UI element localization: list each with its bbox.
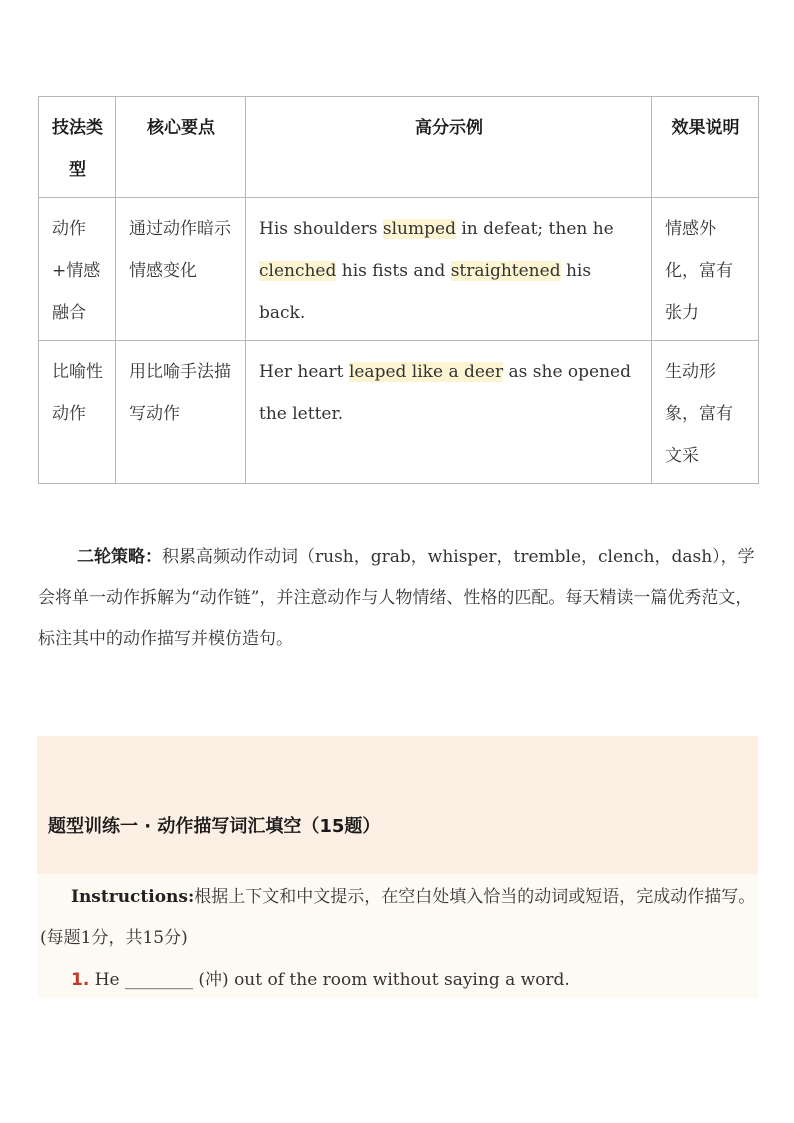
table-row — [39, 198, 759, 341]
cell-effect: 情感外化，富有张力 — [652, 198, 759, 341]
cell-type: 比喻性动作 — [39, 341, 116, 484]
section-title: 题型训练一 · 动作描写词汇填空（15题） — [48, 816, 381, 837]
cell-example — [246, 198, 652, 341]
table-header-row — [39, 97, 759, 198]
header-key-point: 核心要点 — [116, 97, 246, 198]
example-text: his fists and — [336, 261, 451, 281]
section-header-band — [37, 736, 758, 874]
highlighted-verb: straightened — [450, 261, 561, 281]
example-text: Her heart — [259, 362, 349, 382]
cell-example — [246, 341, 652, 484]
example-text: his back. — [259, 261, 592, 323]
highlighted-verb: clenched — [259, 261, 337, 281]
example-text: His shoulders — [259, 219, 383, 239]
question-item — [71, 960, 570, 1001]
technique-table — [38, 96, 759, 484]
strategy-paragraph — [38, 537, 768, 660]
strategy-text: 积累高频动作动词（rush，grab，whisper，tremble，clench，dash），学会将单一动作拆解为“动作链”，并注意动作与人物情绪、性格的匹配。每天精读一篇优秀范文，标注其中的动作描写并模仿造句。 — [38, 547, 755, 649]
highlighted-verb: slumped — [382, 219, 456, 239]
strategy-label: 二轮策略： — [77, 547, 162, 567]
instructions-text: 根据上下文和中文提示，在空白处填入恰当的动词或短语，完成动作描写。(每题1分，共15分) — [40, 887, 756, 948]
header-example: 高分示例 — [246, 97, 652, 198]
question-number: 1. — [71, 970, 90, 990]
cell-type: 动作+情感融合 — [39, 198, 116, 341]
instructions — [40, 877, 775, 959]
cell-key-point: 通过动作暗示情感变化 — [116, 198, 246, 341]
cell-key-point: 用比喻手法描写动作 — [116, 341, 246, 484]
example-text: in defeat; then he — [455, 219, 614, 239]
highlighted-verb: leaped like a deer — [348, 362, 504, 382]
example-text: as she opened the letter. — [259, 362, 631, 424]
header-effect: 效果说明 — [652, 97, 759, 198]
cell-effect: 生动形象，富有文采 — [652, 341, 759, 484]
table-row — [39, 341, 759, 484]
instructions-label: Instructions: — [71, 887, 195, 907]
header-technique-type: 技法类型 — [39, 97, 116, 198]
question-text: He ________ (冲) out of the room without saying a word. — [94, 970, 570, 990]
